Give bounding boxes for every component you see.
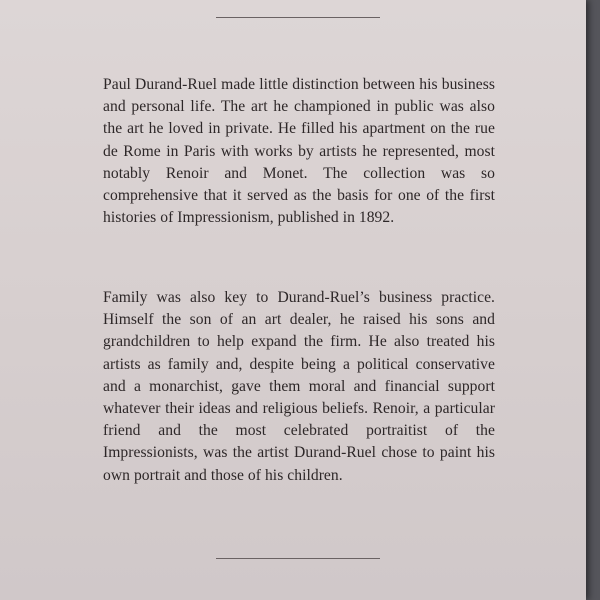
placard-paragraph-1: Paul Durand-Ruel made little distinction between his business and personal life. The art he championed in public was also the art he loved in private. He filled his apartment on the rue de Rome in Paris with works by artists he represented, most notably Renoir and Monet. The collection was so comprehensive that it served as the basis for one of the first histories of Impressionism, published in 1892. (103, 76, 495, 227)
top-divider (216, 17, 380, 18)
placard-paragraph-2: Family was also key to Durand-Ruel’s business practice. Himself the son of an art dealer, he raised his sons and grandchildren to help expand the firm. He also treated his artists as family and, despite being a political conservative and a monarchist, gave them moral and financial support whatever their ideas and religious beliefs. Renoir, a particular friend and the most celebrated portraitist of the Impressionists, was the artist Durand-Ruel chose to paint his own portrait and those of his children. (103, 289, 495, 484)
bottom-divider (216, 558, 380, 559)
